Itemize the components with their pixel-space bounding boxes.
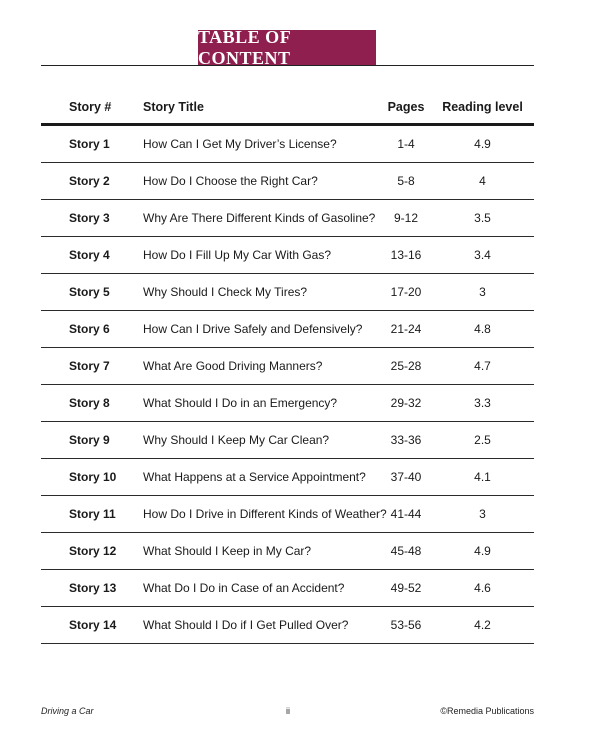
- story-title: What Do I Do in Case of an Accident?: [143, 581, 345, 595]
- story-number: Story 8: [69, 396, 110, 410]
- story-number: Story 2: [69, 174, 110, 188]
- story-reading-level: 4.9: [474, 137, 491, 151]
- table-row: [41, 311, 534, 348]
- story-number: Story 7: [69, 359, 110, 373]
- header-story-number: Story #: [69, 99, 112, 114]
- table-row: [41, 348, 534, 385]
- story-number: Story 9: [69, 433, 110, 447]
- page-title-banner: [198, 27, 376, 68]
- footer-book-title: Driving a Car: [41, 706, 94, 716]
- story-title: How Do I Fill Up My Car With Gas?: [143, 248, 332, 262]
- table-row: [41, 200, 534, 237]
- footer-publisher: ©Remedia Publications: [440, 706, 534, 716]
- story-pages: 25-28: [390, 359, 422, 373]
- story-number: Story 13: [69, 581, 117, 595]
- story-title: How Can I Get My Driver’s License?: [143, 137, 337, 151]
- story-number: Story 10: [69, 470, 117, 484]
- story-pages: 9-12: [393, 211, 419, 225]
- story-reading-level: 3: [479, 285, 486, 299]
- story-pages: 37-40: [390, 470, 422, 484]
- story-title: Why Should I Check My Tires?: [143, 285, 308, 299]
- story-reading-level: 4.6: [474, 581, 491, 595]
- story-reading-level: 3.3: [474, 396, 491, 410]
- table-row: [41, 163, 534, 200]
- story-title: How Do I Choose the Right Car?: [143, 174, 318, 188]
- story-reading-level: 4.7: [474, 359, 491, 373]
- story-number: Story 5: [69, 285, 110, 299]
- table-row: [41, 126, 534, 163]
- story-number: Story 4: [69, 248, 110, 262]
- story-title: What Are Good Driving Manners?: [143, 359, 323, 373]
- story-pages: 33-36: [390, 433, 422, 447]
- story-pages: 1-4: [397, 137, 415, 151]
- story-reading-level: 4.2: [474, 618, 491, 632]
- story-title: What Should I Do in an Emergency?: [143, 396, 338, 410]
- story-title: Why Are There Different Kinds of Gasoline?: [143, 211, 376, 225]
- story-reading-level: 3.5: [474, 211, 491, 225]
- story-number: Story 14: [69, 618, 117, 632]
- story-reading-level: 3: [479, 507, 486, 521]
- table-row: [41, 422, 534, 459]
- table-header-row: [41, 90, 534, 126]
- table-of-contents: [41, 90, 534, 644]
- story-pages: 5-8: [397, 174, 415, 188]
- table-row: [41, 237, 534, 274]
- table-body: [41, 126, 534, 644]
- story-number: Story 12: [69, 544, 117, 558]
- story-title: Why Should I Keep My Car Clean?: [143, 433, 330, 447]
- header-story-title: Story Title: [143, 99, 204, 114]
- story-reading-level: 4.9: [474, 544, 491, 558]
- story-title: How Can I Drive Safely and Defensively?: [143, 322, 363, 336]
- story-reading-level: 4.1: [474, 470, 491, 484]
- story-number: Story 3: [69, 211, 110, 225]
- story-reading-level: 4: [479, 174, 486, 188]
- table-row: [41, 274, 534, 311]
- story-number: Story 6: [69, 322, 110, 336]
- story-title: How Do I Drive in Different Kinds of Weather?: [143, 507, 387, 521]
- story-reading-level: 2.5: [474, 433, 491, 447]
- story-reading-level: 3.4: [474, 248, 491, 262]
- story-pages: 53-56: [390, 618, 422, 632]
- table-row: [41, 533, 534, 570]
- story-title: What Happens at a Service Appointment?: [143, 470, 366, 484]
- story-pages: 17-20: [390, 285, 422, 299]
- story-pages: 49-52: [390, 581, 422, 595]
- footer-page-number: ii: [286, 706, 290, 716]
- story-number: Story 1: [69, 137, 110, 151]
- story-number: Story 11: [69, 507, 116, 521]
- table-row: [41, 385, 534, 422]
- story-pages: 21-24: [390, 322, 422, 336]
- table-row: [41, 607, 534, 644]
- table-row: [41, 459, 534, 496]
- table-row: [41, 496, 534, 533]
- story-pages: 13-16: [390, 248, 422, 262]
- title-divider: [41, 65, 534, 66]
- header-reading-level: Reading level: [442, 99, 523, 114]
- page-title: TABLE OF CONTENT: [198, 27, 291, 68]
- story-pages: 29-32: [390, 396, 422, 410]
- story-pages: 45-48: [390, 544, 422, 558]
- header-pages: Pages: [387, 99, 425, 114]
- story-title: What Should I Do if I Get Pulled Over?: [143, 618, 349, 632]
- story-pages: 41-44: [390, 507, 422, 521]
- table-row: [41, 570, 534, 607]
- story-reading-level: 4.8: [474, 322, 491, 336]
- story-title: What Should I Keep in My Car?: [143, 544, 312, 558]
